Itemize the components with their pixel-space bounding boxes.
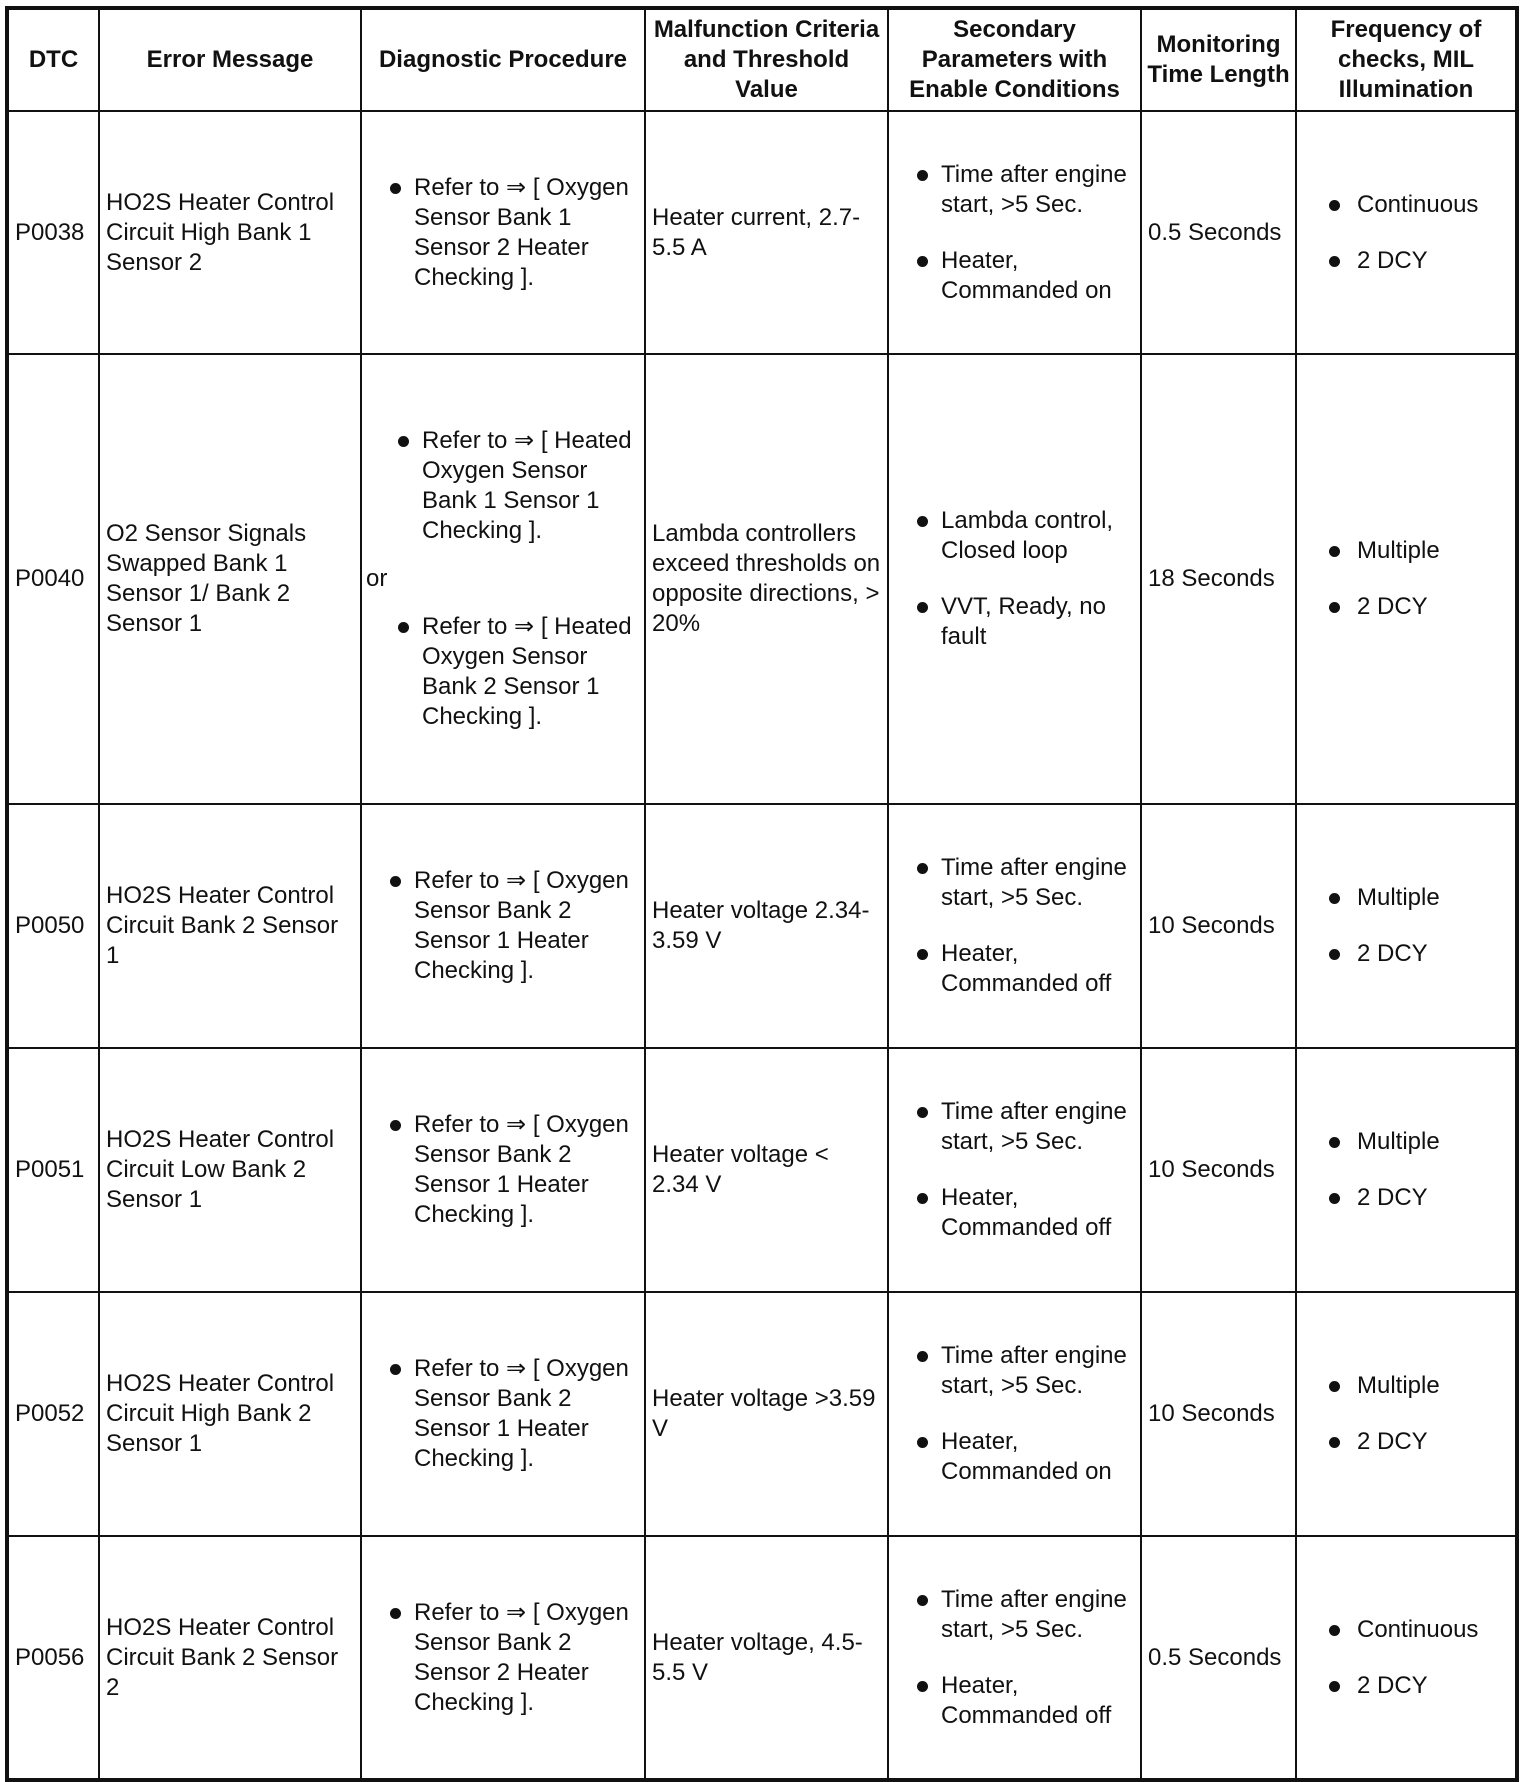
bullet-icon [917,1193,928,1204]
procedure-link-text: Refer to ⇒ [ Oxygen Sensor Bank 1 Sensor 2 Heater Checking ]. [414,173,629,291]
header-row [7,8,1517,111]
secondary-parameters [888,1536,1141,1780]
procedure-link-text: Refer to ⇒ [ Heated Oxygen Sensor Bank 1 Sensor 1 Checking ]. [422,427,632,544]
error-message: HO2S Heater Control Circuit Bank 2 Sensor 1 [99,804,361,1048]
bullet-icon [1329,1681,1340,1692]
bullet-icon [917,1595,928,1606]
frequency [1296,1536,1517,1780]
secondary-parameters [888,1048,1141,1292]
diagnostic-procedure [361,1536,645,1780]
error-message: HO2S Heater Control Circuit Bank 2 Sensor 2 [99,1536,361,1780]
procedure-item [368,1110,638,1230]
header-frequency: Frequency of checks, MIL Illumination [1296,8,1517,111]
secondary-text: Time after engine start, >5 Sec. [941,854,1127,911]
bullet-icon [390,183,401,194]
procedure-item [376,612,638,732]
error-message: HO2S Heater Control Circuit High Bank 2 Sensor 1 [99,1292,361,1536]
bullet-icon [1329,1625,1340,1636]
procedure-item [368,1354,638,1474]
frequency-text: Continuous [1357,190,1479,218]
monitoring-time: 18 Seconds [1141,354,1296,804]
diagnostic-procedure [361,111,645,354]
dtc-table [5,6,1519,1782]
bullet-icon [390,1608,401,1619]
frequency-text: 2 DCY [1357,1671,1428,1699]
secondary-item [895,939,1134,999]
secondary-item [895,1671,1134,1731]
secondary-text: Time after engine start, >5 Sec. [941,1342,1127,1399]
table-row [7,1292,1517,1536]
secondary-parameters [888,111,1141,354]
malfunction-criteria: Heater voltage 2.34-3.59 V [645,804,888,1048]
bullet-icon [1329,602,1340,613]
secondary-text: Time after engine start, >5 Sec. [941,1098,1127,1155]
monitoring-time: 10 Seconds [1141,804,1296,1048]
monitoring-time: 10 Seconds [1141,1048,1296,1292]
frequency-item [1303,536,1509,566]
frequency-text: 2 DCY [1357,1428,1428,1455]
procedure-item [368,173,638,293]
bullet-icon [398,436,409,447]
malfunction-criteria: Heater voltage >3.59 V [645,1292,888,1536]
header-dtc: DTC [7,8,99,111]
frequency-item [1303,1127,1509,1157]
error-message: HO2S Heater Control Circuit Low Bank 2 Sensor 1 [99,1048,361,1292]
bullet-icon [390,876,401,887]
bullet-icon [1329,1381,1340,1392]
frequency-text: Multiple [1357,884,1440,911]
header-secondary-parameters: Secondary Parameters with Enable Conditions [888,8,1141,111]
diagnostic-procedure [361,804,645,1048]
dtc-code: P0040 [7,354,99,804]
diagnostic-procedure [361,1048,645,1292]
frequency-text: Continuous [1357,1615,1479,1643]
header-malfunction-criteria: Malfunction Criteria and Threshold Value [645,8,888,111]
secondary-item [895,246,1134,306]
error-message: HO2S Heater Control Circuit High Bank 1 Sensor 2 [99,111,361,354]
frequency-item [1303,883,1509,913]
secondary-item [895,1585,1134,1645]
secondary-item [895,160,1134,220]
bullet-icon [917,1107,928,1118]
table-row [7,1048,1517,1292]
secondary-text: VVT, Ready, no fault [941,593,1106,650]
frequency-text: 2 DCY [1357,1184,1428,1211]
frequency-text: Multiple [1357,1128,1440,1155]
bullet-icon [1329,1193,1340,1204]
frequency-item [1303,1671,1509,1701]
frequency-text: Multiple [1357,537,1440,564]
procedure-link-text: Refer to ⇒ [ Oxygen Sensor Bank 2 Sensor 1 Heater Checking ]. [414,1355,629,1472]
error-message: O2 Sensor Signals Swapped Bank 1 Sensor 1/ Bank 2 Sensor 1 [99,354,361,804]
bullet-icon [390,1364,401,1375]
procedure-link-text: Refer to ⇒ [ Oxygen Sensor Bank 2 Sensor 1 Heater Checking ]. [414,1111,629,1228]
monitoring-time: 10 Seconds [1141,1292,1296,1536]
dtc-code: P0051 [7,1048,99,1292]
frequency-text: 2 DCY [1357,940,1428,967]
monitoring-time: 0.5 Seconds [1141,111,1296,354]
secondary-parameters [888,804,1141,1048]
secondary-text: Lambda control, Closed loop [941,507,1114,564]
procedure-or: or [366,565,388,592]
secondary-item [895,592,1134,652]
secondary-text: Heater, Commanded off [941,1671,1112,1729]
frequency-text: Multiple [1357,1372,1440,1399]
bullet-icon [1329,949,1340,960]
frequency [1296,354,1517,804]
frequency [1296,804,1517,1048]
malfunction-criteria: Heater current, 2.7-5.5 A [645,111,888,354]
secondary-parameters [888,354,1141,804]
bullet-icon [1329,256,1340,267]
procedure-link-text: Refer to ⇒ [ Oxygen Sensor Bank 2 Sensor 1 Heater Checking ]. [414,867,629,984]
frequency-text: 2 DCY [1357,593,1428,620]
frequency [1296,111,1517,354]
procedure-item [368,1598,638,1718]
secondary-item [895,1097,1134,1157]
secondary-text: Heater, Commanded off [941,1184,1112,1241]
secondary-text: Heater, Commanded on [941,246,1112,304]
frequency-item [1303,592,1509,622]
diagnostic-procedure [361,1292,645,1536]
secondary-text: Time after engine start, >5 Sec. [941,160,1127,218]
bullet-icon [917,1351,928,1362]
secondary-parameters [888,1292,1141,1536]
secondary-item [895,853,1134,913]
procedure-link-text: Refer to ⇒ [ Heated Oxygen Sensor Bank 2 Sensor 1 Checking ]. [422,613,632,730]
secondary-text: Heater, Commanded off [941,940,1112,997]
diagnostic-procedure [361,354,645,804]
secondary-text: Time after engine start, >5 Sec. [941,1585,1127,1643]
frequency-item [1303,939,1509,969]
procedure-item [376,426,638,546]
malfunction-criteria: Heater voltage < 2.34 V [645,1048,888,1292]
frequency-item [1303,1183,1509,1213]
table-row [7,111,1517,354]
frequency-item [1303,1615,1509,1645]
table-row [7,354,1517,804]
monitoring-time: 0.5 Seconds [1141,1536,1296,1780]
bullet-icon [398,622,409,633]
secondary-item [895,1341,1134,1401]
frequency-item [1303,1427,1509,1457]
bullet-icon [1329,893,1340,904]
table-row [7,804,1517,1048]
header-diagnostic-procedure: Diagnostic Procedure [361,8,645,111]
procedure-item [368,866,638,986]
frequency [1296,1048,1517,1292]
header-error-message: Error Message [99,8,361,111]
bullet-icon [1329,200,1340,211]
secondary-text: Heater, Commanded on [941,1428,1112,1485]
bullet-icon [917,516,928,527]
bullet-icon [1329,546,1340,557]
bullet-icon [1329,1437,1340,1448]
malfunction-criteria: Lambda controllers exceed thresholds on opposite directions, > 20% [645,354,888,804]
secondary-item [895,1427,1134,1487]
bullet-icon [917,256,928,267]
frequency-item [1303,190,1509,220]
dtc-code: P0050 [7,804,99,1048]
malfunction-criteria: Heater voltage, 4.5-5.5 V [645,1536,888,1780]
dtc-code: P0052 [7,1292,99,1536]
bullet-icon [917,1681,928,1692]
frequency-item [1303,246,1509,276]
bullet-icon [917,949,928,960]
frequency-text: 2 DCY [1357,246,1428,274]
bullet-icon [390,1120,401,1131]
bullet-icon [917,1437,928,1448]
secondary-item [895,506,1134,566]
bullet-icon [917,170,928,181]
table-row [7,1536,1517,1780]
bullet-icon [917,863,928,874]
dtc-code: P0056 [7,1536,99,1780]
procedure-link-text: Refer to ⇒ [ Oxygen Sensor Bank 2 Sensor 2 Heater Checking ]. [414,1598,629,1716]
bullet-icon [1329,1137,1340,1148]
secondary-item [895,1183,1134,1243]
frequency-item [1303,1371,1509,1401]
dtc-code: P0038 [7,111,99,354]
bullet-icon [917,602,928,613]
frequency [1296,1292,1517,1536]
header-monitoring-time: Monitoring Time Length [1141,8,1296,111]
